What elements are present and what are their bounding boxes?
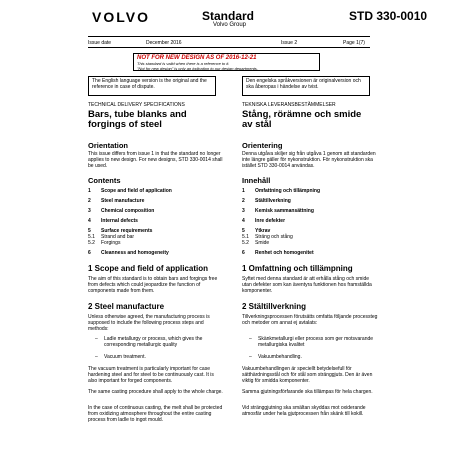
paragraph-3-sv: Vakuumbehandlingen är speciellt betydelsefull för sätthärdningsstål och för stål som stränggjuts. Den är även viktig för smidda komponenter.	[242, 366, 373, 384]
toc-item[interactable]: Forgings	[101, 240, 121, 246]
title-en	[88, 110, 224, 130]
not-for-new-design-notice	[133, 53, 320, 71]
section-2-text-sv: Tillverkningsprocessen förutsätts omfatta följande processteg och metoder om annat ej avtalats:	[242, 314, 378, 326]
bullet-2-en: Vacuum treatment.	[104, 354, 146, 360]
toc-num: 2	[88, 198, 91, 204]
toc-item[interactable]: Inre defekter	[255, 218, 286, 224]
issue-number: Issue 2	[281, 40, 298, 46]
kicker-en: TECHNICAL DELIVERY SPECIFICATIONS	[88, 102, 185, 108]
notice-line-2: "Not for new design" is only an indication to our design departments.	[137, 66, 258, 71]
toc-item[interactable]: Omfattning och tillämpning	[255, 188, 320, 194]
bullet-2-sv: Vakuumbehandling.	[258, 354, 302, 360]
section-2-text-en: Unless otherwise agreed, the manufacturing process is supposed to include the following process steps and methods:	[88, 314, 210, 332]
language-note-en: The English language version is the original and the reference in case of dispute.	[88, 76, 216, 96]
issue-date: December 2016	[146, 40, 182, 46]
section-1-heading-en: 1 Scope and field of application	[88, 264, 209, 273]
document-type: Standard	[202, 9, 255, 23]
language-note-sv: Den engelska språkversionen är originalversion och ska åberopas i händelse av tvist.	[242, 76, 370, 96]
organization: Volvo Group	[213, 22, 247, 28]
toc-item[interactable]: Ytkrav	[255, 228, 271, 234]
toc-num: 1	[88, 188, 91, 194]
toc-item[interactable]: Steel manufacture	[101, 198, 145, 204]
orientation-text-en: This issue differs from issue 1 in that the standard no longer applies to new design. For new designs, STD 330-0014 shall be used.	[88, 151, 223, 169]
toc-num: 2	[242, 198, 245, 204]
toc-num: 5.2	[88, 240, 95, 246]
title-sv	[242, 110, 378, 130]
toc-num: 4	[88, 218, 91, 224]
issue-date-label: Issue date	[88, 40, 112, 46]
page-number: Page 1(7)	[343, 40, 365, 46]
toc-item[interactable]: Renhet och homogenitet	[255, 250, 314, 256]
bullet-dash: –	[95, 354, 98, 360]
toc-num: 3	[88, 208, 91, 214]
paragraph-5-en: In the case of continuous casting, the melt shall be protected from oxidizing atmosphere throughout the entire casting process from ladle to ingot mould.	[88, 405, 223, 423]
bullet-1-en: Ladle metallurgy or process, which gives the corresponding metallurgic quality	[104, 336, 203, 348]
toc-num: 3	[242, 208, 245, 214]
section-2-heading-sv: 2 Stältillverkning	[242, 302, 307, 311]
paragraph-4-sv: Samma gjutningsförfarande ska tillämpas för hela chargen.	[242, 389, 373, 395]
toc-item[interactable]: Smide	[255, 240, 270, 246]
toc-item[interactable]: Stältillverkning	[255, 198, 291, 204]
contents-heading-en: Contents	[88, 176, 121, 185]
bullet-dash: –	[249, 336, 252, 342]
notice-heading: NOT FOR NEW DESIGN AS OF 2016-12-21	[137, 55, 257, 61]
volvo-logo: VOLVO	[92, 9, 150, 25]
toc-num: 1	[242, 188, 245, 194]
toc-num: 5.1	[88, 234, 95, 240]
toc-num: 5.1	[242, 234, 249, 240]
bullet-dash: –	[249, 354, 252, 360]
section-1-heading-sv: 1 Omfattning och tillämpning	[242, 264, 353, 273]
bullet-1-sv: Skänkmetallurgi eller process som ger motsvarande metallurgiska kvalitet	[258, 336, 374, 348]
header-rule	[88, 36, 370, 37]
orientation-text-sv: Denna utgåva skiljer sig från utgåva 1 genom att standarden inte längre gäller för nykonstruktion. För nykonstruktion ska istället STD 330-0014 användas.	[242, 151, 376, 169]
standard-number: STD 330-0010	[349, 9, 428, 23]
section-1-text-en: The aim of this standard is to obtain bars and forgings free from defects which could jeopardize the function of components made from them.	[88, 276, 218, 294]
kicker-sv: TEKNISKA LEVERANSBESTÄMMELSER	[242, 102, 336, 108]
notice-line-1: This standard is valid when there is a reference to it.	[137, 61, 230, 66]
toc-num: 4	[242, 218, 245, 224]
orientation-heading-en: Orientation	[88, 141, 129, 150]
section-2-heading-en: 2 Steel manufacture	[88, 302, 165, 311]
toc-item[interactable]: Scope and field of application	[101, 188, 172, 194]
toc-item[interactable]: Internal defects	[101, 218, 138, 224]
bullet-dash: –	[95, 336, 98, 342]
title-en-line-2: forgings of steel	[88, 119, 162, 130]
toc-num: 6	[242, 250, 245, 256]
contents-heading-sv: Innehåll	[242, 176, 271, 185]
orientation-heading-sv: Orientering	[242, 141, 283, 150]
paragraph-5-sv: Vid stränggjutning ska smältan skyddas mot oxiderande atmosfär under hela gjutprocessen från skänk till kokill.	[242, 405, 366, 417]
toc-item[interactable]: Kemisk sammansättning	[255, 208, 314, 214]
toc-item[interactable]: Surface requirements	[101, 228, 153, 234]
toc-item[interactable]: Chemical composition	[101, 208, 155, 214]
toc-item[interactable]: Cleanness and homogeneity	[101, 250, 169, 256]
toc-num: 5	[242, 228, 245, 234]
meta-rule	[88, 47, 370, 48]
toc-num: 5	[88, 228, 91, 234]
section-1-text-sv: Syftet med denna standard är att erhålla stång och smide utan defekter som kan äventyra funktionen hos framställda komponenter.	[242, 276, 372, 294]
title-sv-line-2: av stål	[242, 119, 272, 130]
toc-item[interactable]: Sträng och stång	[255, 234, 293, 240]
paragraph-3-en: The vacuum treatment is particularly important for case hardening steel and for steel to be continuously cast. It is also important for forged components.	[88, 366, 214, 384]
toc-num: 6	[88, 250, 91, 256]
toc-item[interactable]: Strand and bar	[101, 234, 135, 240]
title-sv-line-1: Stång, rörämne och smide	[242, 109, 362, 120]
paragraph-4-en: The same casting procedure shall apply to the whole charge.	[88, 389, 223, 395]
toc-num: 5.2	[242, 240, 249, 246]
title-en-line-1: Bars, tube blanks and	[88, 109, 187, 120]
